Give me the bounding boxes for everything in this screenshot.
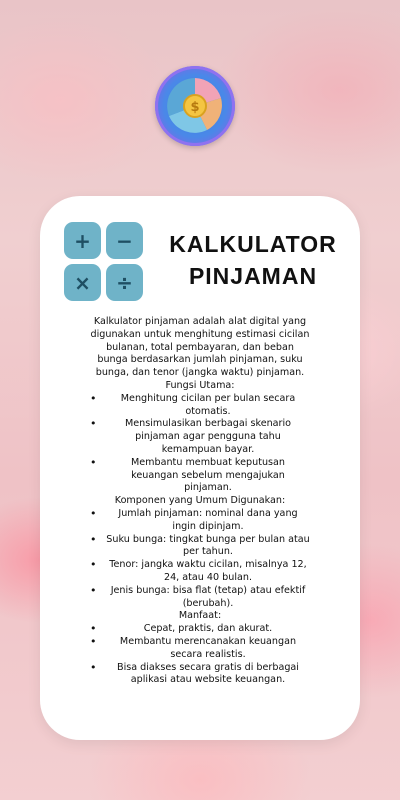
dollar-symbol: $ bbox=[190, 100, 200, 115]
list-item: • Cepat, praktis, dan akurat. bbox=[90, 623, 310, 636]
multiply-icon: × bbox=[64, 264, 101, 301]
section-heading: Manfaat: bbox=[178, 610, 222, 622]
list-item: • Jenis bunga: bisa flat (tetap) atau efektif (berubah). bbox=[90, 585, 310, 611]
article-body bbox=[90, 316, 310, 687]
title-line-2: PINJAMAN bbox=[188, 263, 318, 289]
list-item: • Bisa diakses secara gratis di berbagai aplikasi atau website keuangan. bbox=[90, 662, 310, 688]
list-item: • Mensimulasikan berbagai skenario pinjaman agar pengguna tahu kemampuan bayar. bbox=[90, 418, 310, 456]
section-heading: Komponen yang Umum Digunakan: bbox=[114, 495, 286, 507]
title-line-1: KALKULATOR bbox=[169, 231, 337, 257]
bullet-list bbox=[90, 623, 310, 687]
minus-icon: − bbox=[106, 222, 143, 259]
bullet-list bbox=[90, 393, 310, 495]
divide-icon: ÷ bbox=[106, 264, 143, 301]
list-item: • Membantu membuat keputusan keuangan sebelum mengajukan pinjaman. bbox=[90, 457, 310, 495]
calculator-keypad-icon bbox=[64, 222, 144, 302]
section-heading: Fungsi Utama: bbox=[165, 379, 235, 391]
budget-pie-coin-icon bbox=[155, 66, 235, 146]
intro-paragraph: Kalkulator pinjaman adalah alat digital yang digunakan untuk menghitung estimasi cicilan bulanan, total pembayaran, dan beban bunga berdasarkan jumlah pinjaman, suku bunga, dan tenor (jangka waktu) pinjaman. bbox=[90, 316, 310, 379]
bullet-list bbox=[90, 508, 310, 610]
list-item: • Jumlah pinjaman: nominal dana yang ingin dipinjam. bbox=[90, 508, 310, 534]
plus-icon: + bbox=[64, 222, 101, 259]
list-item: • Suku bunga: tingkat bunga per bulan atau per tahun. bbox=[90, 534, 310, 560]
list-item: • Membantu merencanakan keuangan secara realistis. bbox=[90, 636, 310, 662]
list-item: • Tenor: jangka waktu cicilan, misalnya 12, 24, atau 40 bulan. bbox=[90, 559, 310, 585]
page-title bbox=[160, 228, 346, 292]
list-item: • Menghitung cicilan per bulan secara otomatis. bbox=[90, 393, 310, 419]
info-card bbox=[40, 196, 360, 740]
